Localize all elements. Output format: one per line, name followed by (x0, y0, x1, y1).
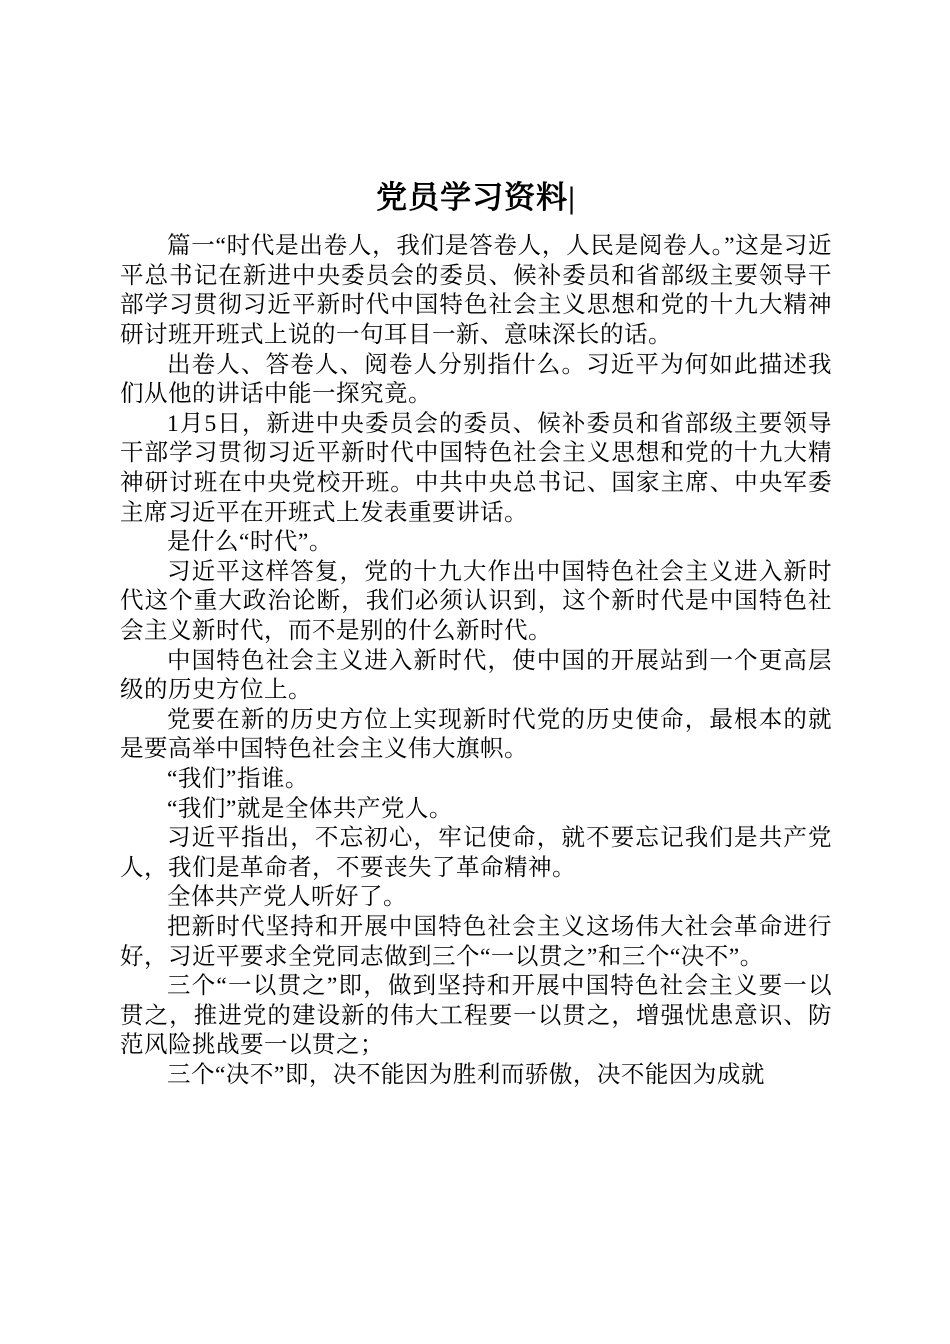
paragraph: 是什么“时代”。 (167, 529, 333, 556)
paragraph: 三个“决不”即，决不能因为胜利而骄傲，决不能因为成就 (167, 1061, 765, 1088)
paragraph: 全体共产党人听好了。 (167, 884, 407, 911)
paragraph: 篇一“时代是出卷人，我们是答卷人，人民是阅卷人。”这是习近平总书记在新进中央委员会的委员、候补委员和省部级主要领导干部学习贯彻习近平新时代中国特色社会主义思想和党的十九大精神研讨班开班式上说的一句耳目一新、意味深长的话。 (120, 233, 832, 349)
document-title: 党员学习资料| (376, 180, 576, 215)
paragraph: 1月5日，新进中央委员会的委员、候补委员和省部级主要领导干部学习贯彻习近平新时代中国特色社会主义思想和党的十九大精神研讨班在中央党校开班。中共中央总书记、国家主席、中央军委主席习近平在开班式上发表重要讲话。 (120, 410, 832, 526)
paragraph: “我们”就是全体共产党人。 (167, 795, 453, 822)
paragraph: 中国特色社会主义进入新时代，使中国的开展站到一个更高层级的历史方位上。 (120, 647, 832, 704)
paragraph: 把新时代坚持和开展中国特色社会主义这场伟大社会革命进行好，习近平要求全党同志做到三个“一以贯之”和三个“决不”。 (120, 913, 832, 970)
paragraph: 习近平指出，不忘初心，牢记使命，就不要忘记我们是共产党人，我们是革命者，不要丧失了革命精神。 (120, 825, 832, 881)
paragraph: 习近平这样答复，党的十九大作出中国特色社会主义进入新时代这个重大政治论断，我们必须认识到，这个新时代是中国特色社会主义新时代，而不是别的什么新时代。 (120, 558, 832, 645)
paragraph: “我们”指谁。 (167, 765, 309, 792)
paragraph: 出卷人、答卷人、阅卷人分别指什么。习近平为何如此描述我们从他的讲话中能一探究竟。 (120, 351, 832, 408)
paragraph: 党要在新的历史方位上实现新时代党的历史使命，最根本的就是要高举中国特色社会主义伟大旗帜。 (120, 706, 832, 763)
paragraph: 三个“一以贯之”即，做到坚持和开展中国特色社会主义要一以贯之，推进党的建设新的伟大工程要一以贯之，增强忧患意识、防范风险挑战要一以贯之； (120, 973, 832, 1059)
document-body (120, 232, 832, 1090)
